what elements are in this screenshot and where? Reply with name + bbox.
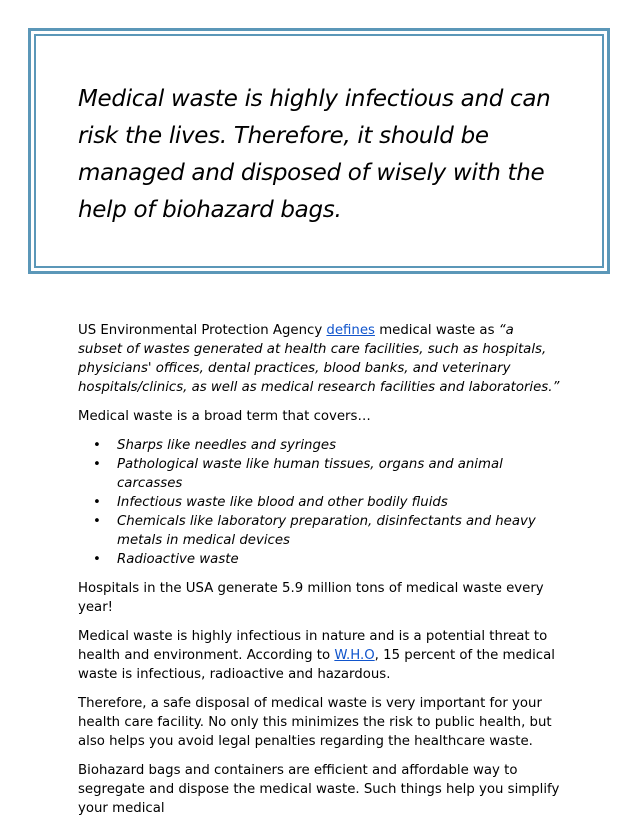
p1-text-middle: medical waste as xyxy=(374,323,499,338)
paragraph-epa-definition xyxy=(78,321,562,397)
list-item: • Radioactive waste xyxy=(117,550,562,569)
p4-text-start: Medical waste is highly infectious in nature and is a potential threat to health and environment. According to xyxy=(78,629,548,663)
who-link[interactable]: W.H.O xyxy=(334,648,375,663)
paragraph-biohazard-bags: Biohazard bags and containers are efficient and affordable way to segregate and dispose the medical waste. Such things help you simplify your medical xyxy=(78,763,560,816)
paragraph-who xyxy=(78,627,562,684)
callout-box xyxy=(28,28,610,274)
paragraph-covers: Medical waste is a broad term that covers… xyxy=(78,409,371,424)
list-item: • Chemicals like laboratory preparation, disinfectants and heavy metals in medical devices xyxy=(117,512,562,550)
article-body xyxy=(78,321,562,828)
waste-types-list xyxy=(78,436,562,569)
paragraph-usa-stat: Hospitals in the USA generate 5.9 million tons of medical waste every year! xyxy=(78,581,544,615)
p1-text-start: US Environmental Protection Agency xyxy=(78,323,327,338)
list-item: • Sharps like needles and syringes xyxy=(117,436,562,455)
p4-text-end: , 15 percent of the medical waste is infectious, radioactive and hazardous. xyxy=(78,648,555,682)
callout-text: Medical waste is highly infectious and can risk the lives. Therefore, it should be managed and disposed of wisely with the help of biohazard bags. xyxy=(78,86,551,223)
defines-link[interactable]: defines xyxy=(326,323,375,338)
paragraph-safe-disposal: Therefore, a safe disposal of medical waste is very important for your health care facility. No only this minimizes the risk to public health, but also helps you avoid legal penalties regarding the healthcare waste. xyxy=(78,696,552,749)
epa-quote: “a subset of wastes generated at health care facilities, such as hospitals, physicians' offices, dental practices, blood banks, and veterinary hospitals/clinics, as well as medical research facilities and laboratories.” xyxy=(78,323,560,395)
list-item: • Pathological waste like human tissues, organs and animal carcasses xyxy=(117,455,562,493)
list-item: • Infectious waste like blood and other bodily fluids xyxy=(117,493,562,512)
